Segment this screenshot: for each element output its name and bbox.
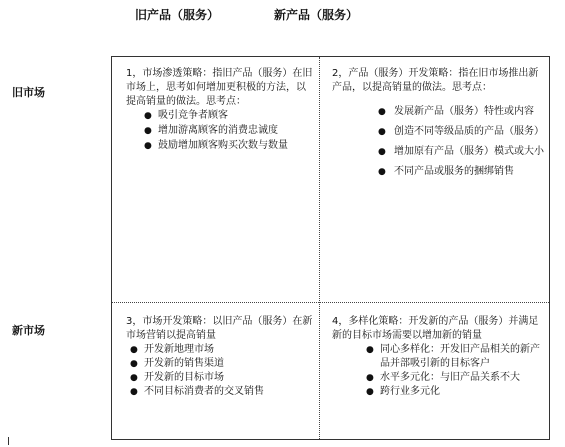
list-item-text: 不同产品或服务的捆绑销售 <box>394 166 514 177</box>
bullet-icon: ● <box>378 167 386 177</box>
list-item-text: 吸引竞争者顾客 <box>158 110 228 121</box>
bullet-icon: ● <box>366 373 374 383</box>
list-item <box>126 124 314 138</box>
text-cursor-mark <box>8 437 9 445</box>
list-item-text: 水平多元化：与旧产品关系不大 <box>380 372 520 383</box>
list-item <box>332 343 544 371</box>
list-item <box>332 105 544 119</box>
list-item-text: 增加游离顾客的消费忠诚度 <box>158 125 278 136</box>
cell-description: 1，市场渗透策略：指旧产品（服务）在旧市场上，思考如何增加更积极的方法，以提高销量的做法。思考点： <box>126 68 313 107</box>
bullet-icon: ● <box>378 127 386 137</box>
bullet-list <box>332 343 544 399</box>
list-item-text: 开发新的目标市场 <box>144 372 224 383</box>
cell-market-development <box>126 315 314 399</box>
list-item <box>126 109 314 123</box>
vertical-divider <box>319 57 320 439</box>
cell-description: 2，产品（服务）开发策略：指在旧市场推出新产品，以提高销量的做法。思考点： <box>332 68 539 93</box>
list-item-text: 增加原有产品（服务）模式或大小 <box>394 146 544 157</box>
bullet-icon: ● <box>130 359 138 369</box>
list-item <box>126 357 314 371</box>
cell-diversification <box>332 315 544 399</box>
list-item-text: 同心多样化：开发旧产品相关的新产品并部吸引新的目标客户 <box>380 344 540 369</box>
list-item-text: 开发新地理市场 <box>144 344 214 355</box>
cell-product-development <box>332 67 544 185</box>
list-item <box>126 139 314 153</box>
bullet-icon: ● <box>144 141 152 151</box>
list-item <box>126 385 314 399</box>
bullet-list <box>332 105 544 179</box>
bullet-icon: ● <box>130 345 138 355</box>
list-item <box>332 165 544 179</box>
list-item-text: 跨行业多元化 <box>380 386 440 397</box>
bullet-icon: ● <box>366 387 374 397</box>
bullet-icon: ● <box>378 107 386 117</box>
list-item <box>126 343 314 357</box>
list-item-text: 发展新产品（服务）特性或内容 <box>394 106 534 117</box>
bullet-list <box>126 109 314 153</box>
column-header-old-product: 旧产品（服务） <box>135 8 220 22</box>
list-item-text: 创造不同等级品质的产品（服务） <box>394 126 544 137</box>
horizontal-divider <box>112 302 549 303</box>
column-header-new-product: 新产品（服务） <box>274 8 359 22</box>
bullet-icon: ● <box>130 373 138 383</box>
bullet-icon: ● <box>144 111 152 121</box>
bullet-icon: ● <box>144 126 152 136</box>
list-item <box>332 385 544 399</box>
cell-description: 4，多样化策略：开发新的产品（服务）并满足新的目标市场需要以增加新的销量 <box>332 316 539 341</box>
row-header-new-market: 新市场 <box>12 324 45 337</box>
cell-description: 3，市场开发策略：以旧产品（服务）在新市场营销以提高销量 <box>126 316 313 341</box>
list-item <box>332 371 544 385</box>
bullet-icon: ● <box>378 147 386 157</box>
list-item <box>126 371 314 385</box>
cell-market-penetration <box>126 67 314 154</box>
row-header-old-market: 旧市场 <box>12 86 45 99</box>
list-item-text: 鼓励增加顾客购买次数与数量 <box>158 140 288 151</box>
bullet-list <box>126 343 314 399</box>
list-item <box>332 145 544 159</box>
bullet-icon: ● <box>366 345 374 355</box>
list-item-text: 开发新的销售渠道 <box>144 358 224 369</box>
list-item-text: 不同目标消费者的交叉销售 <box>144 386 264 397</box>
ansoff-matrix-grid <box>111 56 550 440</box>
bullet-icon: ● <box>130 387 138 397</box>
list-item <box>332 125 544 139</box>
